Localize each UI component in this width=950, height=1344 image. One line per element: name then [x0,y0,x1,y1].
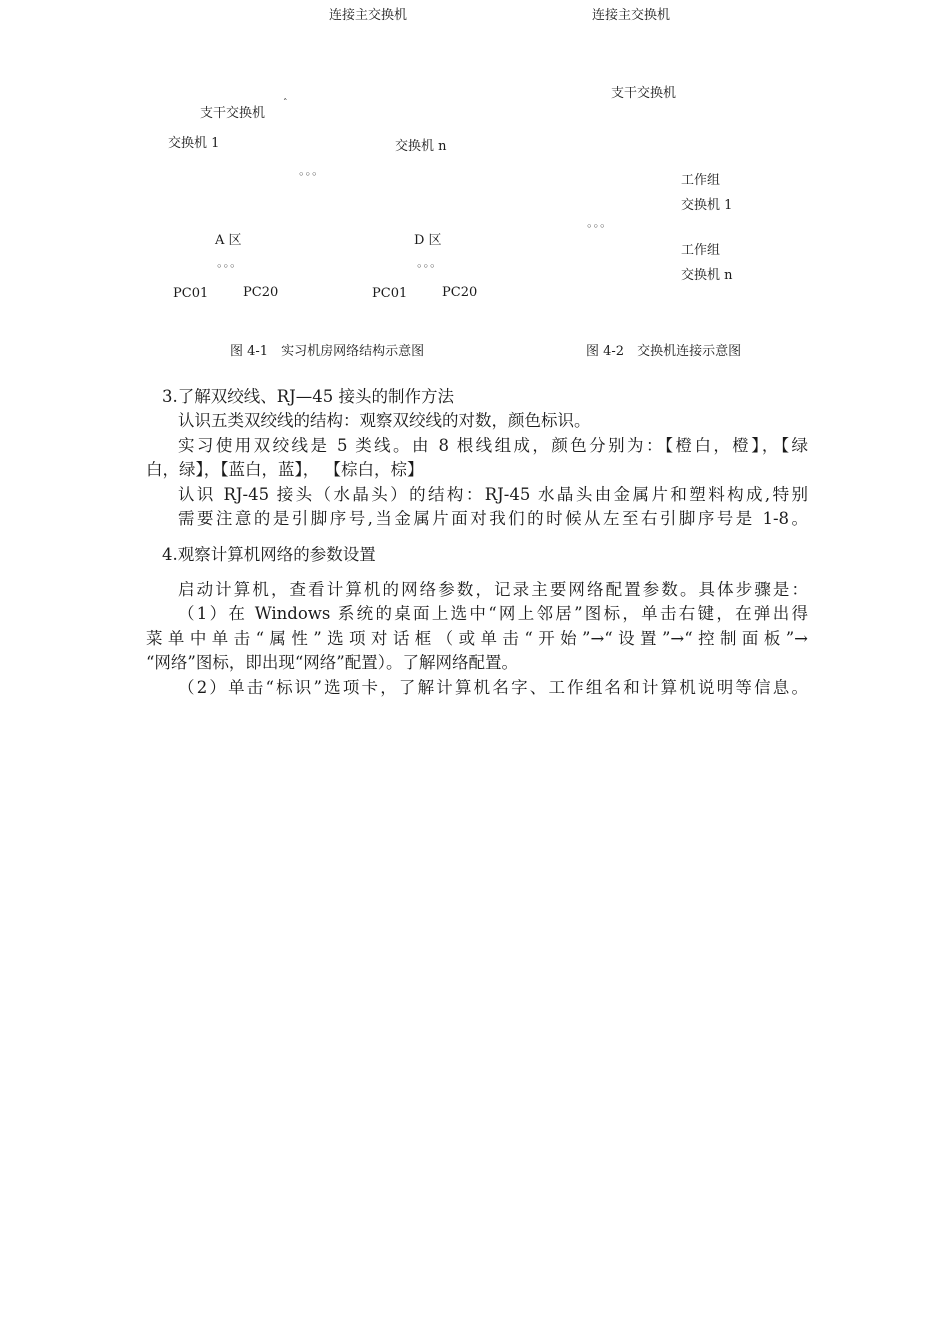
fig1-switch-1-label: 交换机 1 [168,136,220,151]
fig1-switch-n-label: 交换机 n [395,139,447,154]
paragraph-twisted-pair-structure: 认识五类双绞线的结构：观察双绞线的对数，颜色标识。 [178,411,591,430]
fig2-workgroup-n-line1: 工作组 [681,243,721,258]
fig2-ellipsis: ◦◦◦ [586,220,606,233]
fig1-caption: 图 4-1 实习机房网络结构示意图 [230,344,425,359]
fig2-caption: 图 4-2 交换机连接示意图 [586,344,742,359]
paragraph-rj45-line2: 需要注意的是引脚序号,当金属片面对我们的时候从左至右引脚序号是 1-8。 [178,509,808,528]
fig2-main-switch-label: 连接主交换机 [592,8,671,23]
fig1-zone-d-label: D 区 [414,233,442,248]
paragraph-rj45-line1: 认识 RJ-45 接头（水晶头）的结构：RJ-45 水晶头由金属片和塑料构成,特别 [178,485,808,504]
paragraph-step1-line3: “网络”图标，即出现“网络”配置）。了解网络配置。 [146,653,518,672]
section-4-heading: 4.观察计算机网络的参数设置 [162,545,376,564]
fig2-workgroup-n-line2: 交换机 n [681,268,733,283]
fig1-zone-a-pc20: PC20 [243,285,279,300]
paragraph-steps-intro: 启动计算机，查看计算机的网络参数，记录主要网络配置参数。具体步骤是： [178,580,808,599]
fig1-branch-switch-label: 支干交换机 [200,106,266,121]
fig2-workgroup-1-line2: 交换机 1 [681,198,733,213]
paragraph-step1-line2: 菜单中单击“属性”选项对话框（或单击“开始”→“设置”→“控制面板”→ [146,629,808,648]
fig1-ellipsis-zone-d: ◦◦◦ [416,260,436,273]
fig1-main-switch-label: 连接主交换机 [329,8,408,23]
paragraph-cat5-line2: 白，绿】，【蓝白，蓝】， 【棕白，棕】 [146,460,424,479]
section-3-heading: 3.了解双绞线、RJ—45 接头的制作方法 [162,387,455,406]
fig2-workgroup-1-line1: 工作组 [681,173,721,188]
fig2-branch-switch-label: 支干交换机 [611,86,677,101]
fig1-zone-a-pc01: PC01 [173,286,209,301]
fig1-ellipsis-switches: ◦◦◦ [298,168,318,181]
fig1-zone-d-pc20: PC20 [442,285,478,300]
fig1-mark: ˆ [283,99,288,109]
fig1-ellipsis-zone-a: ◦◦◦ [216,260,236,273]
paragraph-step1-line1: （1）在 Windows 系统的桌面上选中“网上邻居”图标，单击右键，在弹出得 [178,604,808,623]
paragraph-cat5-line1: 实习使用双绞线是 5 类线。由 8 根线组成，颜色分别为：【橙白，橙】，【绿 [178,436,808,455]
fig1-zone-a-label: A 区 [215,233,242,248]
paragraph-step2: （2）单击“标识”选项卡，了解计算机名字、工作组名和计算机说明等信息。 [178,678,808,697]
fig1-zone-d-pc01: PC01 [372,286,408,301]
